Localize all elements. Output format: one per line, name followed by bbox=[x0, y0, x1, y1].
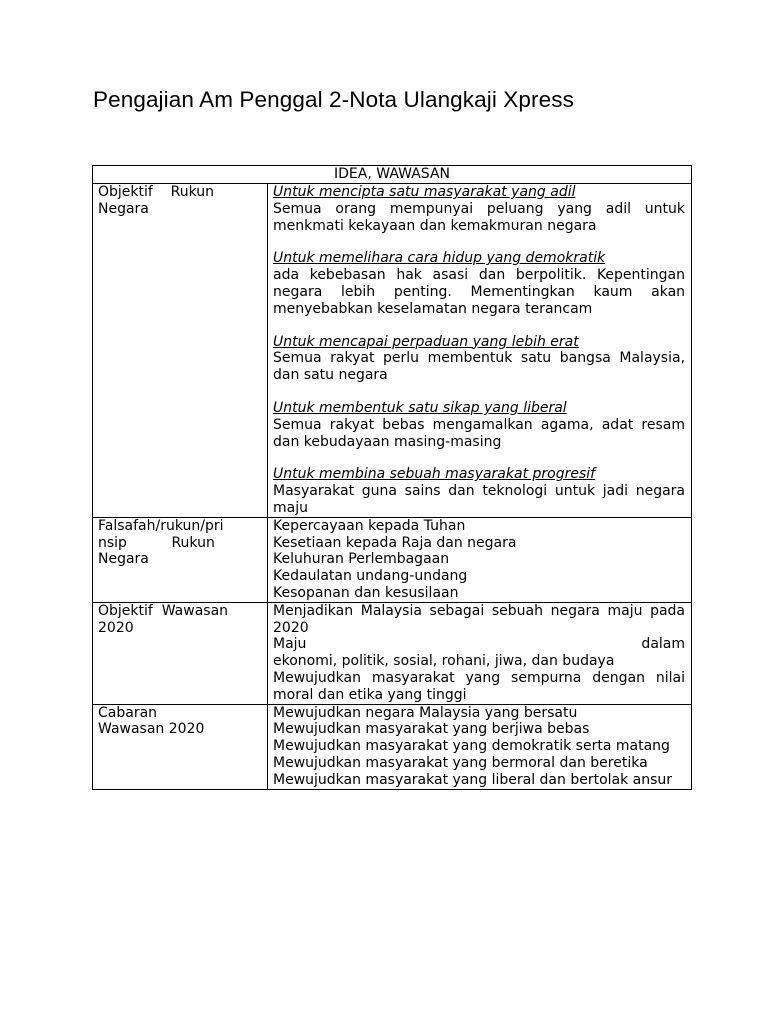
label-line: Objektif Wawasan bbox=[98, 602, 229, 619]
list-item: Kedaulatan undang-undang bbox=[273, 568, 468, 585]
paragraph-line: Maju dalam bbox=[273, 636, 686, 653]
list-item: Kesetiaan kepada Raja dan negara bbox=[273, 534, 517, 551]
notes-table bbox=[92, 165, 692, 790]
table-header: IDEA, WAWASAN bbox=[93, 166, 692, 184]
label-line: Wawasan 2020 bbox=[98, 721, 205, 738]
list-item: Mewujudkan masyarakat yang bermoral dan beretika bbox=[273, 754, 648, 771]
row-label-cabaran bbox=[93, 704, 268, 789]
list-item: Keluhuran Perlembagaan bbox=[273, 551, 450, 568]
table-row bbox=[93, 704, 692, 789]
table-header-row bbox=[93, 166, 692, 184]
row-label-objektif-rukun bbox=[93, 184, 268, 518]
row-label-falsafah bbox=[93, 517, 268, 602]
paragraph: Masyarakat guna sains dan teknologi untuk jadi negara maju bbox=[273, 483, 686, 516]
subheading: Untuk membentuk satu sikap yang liberal bbox=[273, 399, 567, 416]
paragraph-line: ekonomi, politik, sosial, rohani, jiwa, dan budaya bbox=[273, 653, 615, 670]
row-content-falsafah bbox=[268, 517, 692, 602]
table-row bbox=[93, 184, 692, 518]
subheading: Untuk membina sebuah masyarakat progresif bbox=[273, 466, 596, 483]
row-content-objektif-wawasan bbox=[268, 602, 692, 704]
subheading: Untuk mencapai perpaduan yang lebih erat bbox=[273, 333, 579, 350]
label-line: Negara bbox=[98, 551, 149, 568]
label-line: Objektif Rukun bbox=[98, 184, 215, 200]
list-item: Kesopanan dan kesusilaan bbox=[273, 584, 459, 601]
table-row bbox=[93, 602, 692, 704]
label-line: nsip Rukun bbox=[98, 534, 215, 551]
list-item: Kepercayaan kepada Tuhan bbox=[273, 517, 466, 534]
label-line: Falsafah/rukun/pri bbox=[98, 517, 224, 534]
table-row bbox=[93, 517, 692, 602]
label-line: Cabaran bbox=[98, 704, 158, 721]
list-item: Mewujudkan masyarakat yang liberal dan bertolak ansur bbox=[273, 771, 673, 788]
row-content-objektif-rukun bbox=[268, 184, 692, 518]
paragraph: Menjadikan Malaysia sebagai sebuah negara maju pada 2020 bbox=[273, 602, 686, 636]
paragraph: Semua rakyat perlu membentuk satu bangsa Malaysia, dan satu negara bbox=[273, 350, 686, 384]
list-item: Mewujudkan masyarakat yang demokratik serta matang bbox=[273, 738, 670, 755]
row-content-cabaran bbox=[268, 704, 692, 789]
subheading: Untuk mencipta satu masyarakat yang adil bbox=[273, 184, 576, 200]
label-line: 2020 bbox=[98, 619, 134, 636]
list-item: Mewujudkan negara Malaysia yang bersatu bbox=[273, 704, 578, 721]
list-item: Mewujudkan masyarakat yang berjiwa bebas bbox=[273, 721, 590, 738]
row-label-objektif-wawasan bbox=[93, 602, 268, 704]
document-title: Pengajian Am Penggal 2-Nota Ulangkaji Xpress bbox=[93, 87, 574, 112]
paragraph: Semua orang mempunyai peluang yang adil untuk menkmati kekayaan dan kemakmuran negara bbox=[273, 200, 686, 234]
label-line: Negara bbox=[98, 200, 149, 217]
paragraph: ada kebebasan hak asasi dan berpolitik. Kepentingan negara lebih penting. Mementingkan kaum akan menyebabkan keselamatan negara terancam bbox=[273, 267, 686, 317]
subheading: Untuk memelihara cara hidup yang demokratik bbox=[273, 250, 606, 267]
paragraph: Semua rakyat bebas mengamalkan agama, adat resam dan kebudayaan masing-masing bbox=[273, 416, 686, 450]
paragraph: Mewujudkan masyarakat yang sempurna dengan nilai moral dan etika yang tinggi bbox=[273, 669, 686, 703]
